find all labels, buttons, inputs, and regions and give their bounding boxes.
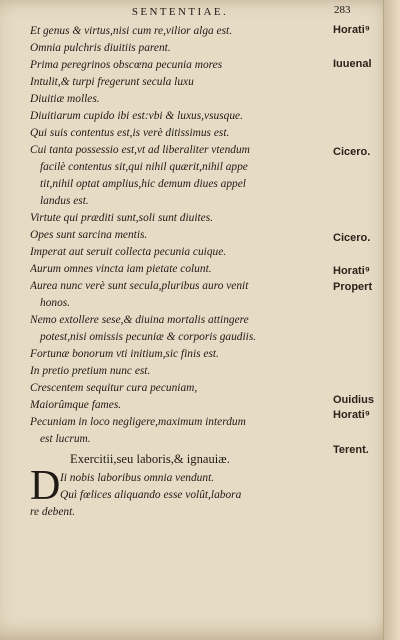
body-text — [30, 23, 330, 521]
text-line: Diuitiarum cupido ibi est:vbi & luxus,vsusque. — [30, 110, 243, 122]
margin-note: Horati⁹ — [333, 265, 371, 277]
text-line: Nemo extollere sese,& diuina mortalis attingere — [30, 314, 249, 326]
text-line: landus est. — [40, 195, 89, 207]
text-line: Pecuniam in loco negligere,maximum interdum — [30, 416, 246, 428]
text-line: In pretio pretium nunc est. — [30, 365, 151, 377]
text-line: Quì fœlices aliquando esse volût,labora — [60, 489, 242, 501]
page-number: 283 — [334, 4, 351, 16]
text-line: Maiorûmque fames. — [30, 399, 122, 411]
text-line: Fortunæ bonorum vti initium,sic finis est. — [30, 348, 219, 360]
text-line: Qui suis contentus est,is verè ditissimus est. — [30, 127, 230, 139]
margin-note: Horati⁹ — [333, 24, 371, 36]
text-line: Prima peregrinos obscœna pecunia mores — [30, 59, 223, 71]
text-line: Imperat aut seruit collecta pecunia cuique. — [30, 246, 227, 258]
text-line: potest,nisi omissis pecuniæ & corporis gaudiis. — [40, 331, 257, 343]
text-line: facilè contentus sit,qui nihil quærit,nihil appe — [40, 161, 248, 173]
text-line: Cui tanta possessio est,vt ad liberaliter vtendum — [30, 144, 250, 156]
margin-note: Cicero. — [333, 232, 371, 244]
section-heading: Exercitii,seu laboris,& ignauiæ. — [70, 452, 230, 466]
text-line: re debent. — [30, 506, 76, 518]
text-line: Et genus & virtus,nisi cum re,vilior alga est. — [30, 25, 233, 37]
text-line: Virtute qui præditi sunt,soli sunt diuites. — [30, 212, 214, 224]
text-line: Crescentem sequitur cura pecuniam, — [30, 382, 198, 394]
text-line: Intulit,& turpi fregerunt secula luxu — [30, 76, 194, 88]
margin-note: Propert — [333, 281, 373, 293]
text-line: Opes sunt sarcina mentis. — [30, 229, 148, 241]
text-line: tit,nihil optat amplius,hic demum diues appel — [40, 178, 246, 190]
text-line: Diuitiæ molles. — [30, 93, 100, 105]
text-line: est lucrum. — [40, 433, 91, 445]
text-line: Aurum omnes vincta iam pietate colunt. — [30, 263, 212, 275]
text-line: Aurea nunc verè sunt secula,pluribus auro venit — [30, 280, 249, 292]
text-line: Ii nobis laboribus omnia vendunt. — [60, 472, 215, 484]
text-line: Omnia pulchris diuitiis parent. — [30, 42, 171, 54]
drop-cap: D — [30, 463, 61, 509]
running-head: SENTENTIAE. — [131, 6, 229, 18]
margin-note: Iuuenal — [333, 58, 372, 70]
margin-note: Ouidius — [333, 394, 374, 406]
margin-notes — [333, 0, 393, 640]
margin-note: Horati⁹ — [333, 409, 371, 421]
margin-note: Cicero. — [333, 146, 371, 158]
text-line: honos. — [40, 297, 71, 309]
margin-note: Terent. — [333, 444, 369, 456]
drop-cap-paragraph — [30, 463, 330, 509]
